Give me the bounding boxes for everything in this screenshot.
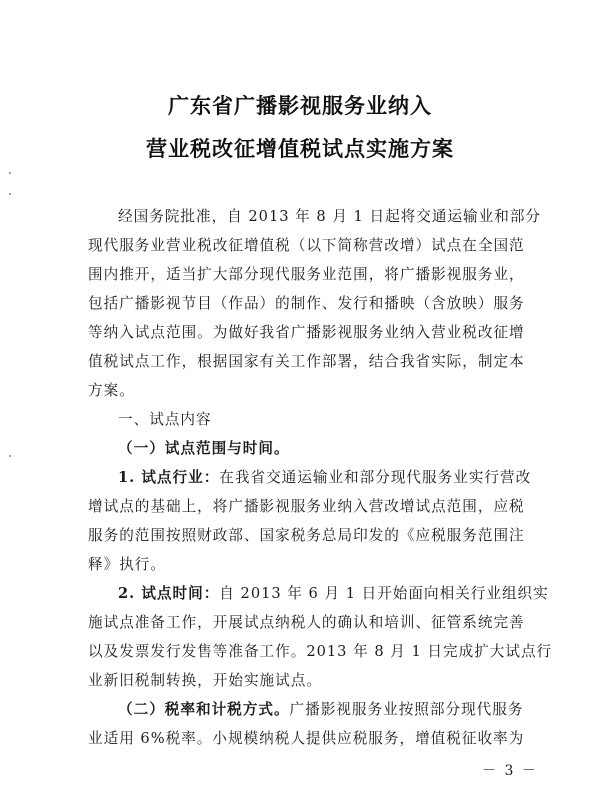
- paragraph-line: 方案。: [88, 382, 135, 399]
- scan-mark: [9, 172, 11, 174]
- scan-mark: [9, 455, 11, 457]
- item-line: [118, 466, 531, 487]
- item-text: 广播影视服务业按照部分现代服务: [289, 701, 524, 718]
- paragraph-line: 值税试点工作，根据国家有关工作部署，结合我省实际，制定本: [88, 353, 525, 370]
- item-line: [118, 582, 549, 603]
- scan-mark: [9, 193, 11, 195]
- section-heading: 一、试点内容: [118, 411, 212, 428]
- item-label: 1. 试点行业：: [118, 469, 220, 486]
- paragraph-line: 增试点的基础上，将广播影视服务业纳入营改增试点范围，应税: [88, 498, 525, 515]
- page-number: － 3 －: [482, 763, 538, 779]
- paragraph-line: 业适用 6%税率。小规模纳税人提供应税服务，增值税征收率为: [88, 730, 525, 747]
- item-line: [118, 698, 523, 719]
- subsection-heading: （二）税率和计税方式。: [118, 701, 290, 718]
- subsection-heading: （一）试点范围与时间。: [118, 440, 290, 457]
- item-text: 自 2013 年 6 月 1 日开始面向相关行业组织实: [219, 585, 549, 602]
- paragraph-line: 等纳入试点范围。为做好我省广播影视服务业纳入营业税改征增: [88, 324, 525, 341]
- document-title-line1: 广东省广播影视服务业纳入: [168, 93, 432, 118]
- paragraph-line: 释》执行。: [88, 556, 166, 573]
- paragraph-line: 现代服务业营业税改征增值税（以下简称营改增）试点在全国范: [88, 237, 525, 254]
- paragraph-line: 包括广播影视节目（作品）的制作、发行和播映（含放映）服务: [88, 295, 525, 312]
- paragraph-line: 业新旧税制转换，开始实施试点。: [88, 672, 322, 689]
- paragraph-line: 以及发票发行发售等准备工作。2013 年 8 月 1 日完成扩大试点行: [88, 643, 553, 660]
- paragraph-line: 围内推开，适当扩大部分现代服务业范围，将广播影视服务业，: [88, 266, 525, 283]
- paragraph-line: 经国务院批准，自 2013 年 8 月 1 日起将交通运输业和部分: [118, 208, 542, 225]
- item-text: 在我省交通运输业和部分现代服务业实行营改: [219, 469, 532, 486]
- paragraph-line: 施试点准备工作，开展试点纳税人的确认和培训、征管系统完善: [88, 614, 525, 631]
- document-title-line2: 营业税改征增值税试点实施方案: [146, 136, 454, 161]
- item-label: 2. 试点时间：: [118, 585, 220, 602]
- paragraph-line: 服务的范围按照财政部、国家税务总局印发的《应税服务范围注: [88, 527, 525, 544]
